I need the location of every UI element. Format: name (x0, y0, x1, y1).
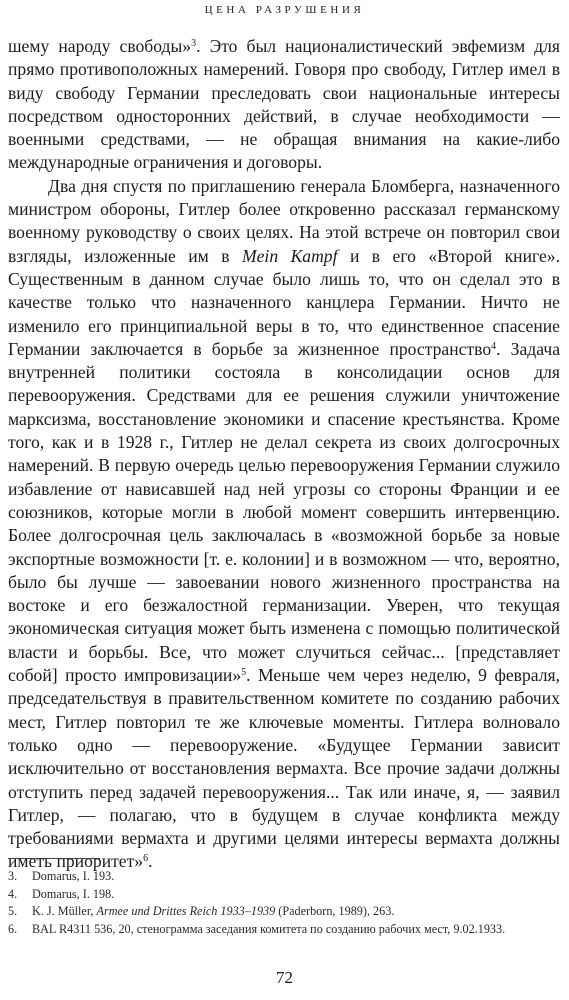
text-run: Два дня спустя по приглашению генерала Бломберга, назначенного министром обороны, Гитлер более откровенно рассказал германскому военному руководству о своих целях. На этой встрече он повторил свои взгляды, изложенные им в (8, 175, 560, 266)
text-run: . (148, 851, 153, 872)
text-run: . Это был националистический эвфемизм для прямо противоположных намерений. Говоря про свободу, Гитлер имел в виду свободу Германии преследовать свои национальные интересы посредством односторонних действий, в случае необходимости — военными средствами, — не обращая внимания на какие-либо международные ограничения и договоры. (8, 36, 560, 173)
footnote (8, 903, 560, 921)
body-text (8, 35, 560, 874)
footnote-number: 3. (8, 869, 18, 883)
text-run: K. J. Müller, (32, 904, 97, 919)
footnote-number: 4. (8, 886, 18, 901)
footnote-ref: 6 (143, 853, 149, 865)
page-number: 72 (276, 968, 293, 987)
text-run: (Paderborn, 1989), 263. (275, 904, 395, 919)
italic-title: Mein Kampf (241, 245, 338, 266)
footnotes (8, 868, 560, 938)
text-run: BAL R4311 536, 20, стенограмма заседания комитета по созданию рабочих мест, 9.02.1933. (32, 921, 506, 936)
italic-title: Armee und Drittes Reich 1933–1939 (96, 904, 276, 919)
footnote (8, 886, 560, 904)
footnote-number: 5. (8, 904, 18, 919)
paragraph (8, 175, 560, 874)
footnote-ref: 3 (191, 38, 197, 49)
footnote-number: 6. (8, 921, 18, 936)
text-run: Domarus, I. 193. (32, 869, 115, 883)
text-run: и в его «Второй книге». Существенным в данном случае было лишь то, что он сделал это в качестве только что назначенного канцлера Германии. Ничто не изменило его принципиальной веры в то, что единственное спасение Германии заключается в борьбе за жизненное пространство (8, 245, 560, 359)
running-head: ЦЕНА РАЗРУШЕНИЯ (204, 4, 365, 16)
footnote (8, 868, 560, 886)
text-run: шему народу свободы» (8, 36, 192, 56)
paragraph (8, 35, 560, 175)
footnote-divider (8, 858, 100, 859)
text-run: . Меньше чем через неделю, 9 февраля, председательствуя в правительственном комитете по созданию рабочих мест, Гитлер повторил те же ключевые моменты. Гитлера волновало только одно — перевооружение. «Будущее Германии зависит исключительно от восстановления вермахта. Все прочие задачи должны отступить перед задачей перевооружения... Так или иначе, я, — заявил Гитлер, — полагаю, что в будущем в случае конфликта между требованиями вермахта и другими целями интересы вермахта должны иметь приоритет» (8, 665, 560, 872)
text-run: Domarus, I. 198. (32, 886, 115, 901)
footnote-ref: 5 (241, 667, 247, 679)
text-run: . Задача внутренней политики состояла в консолидации основ для перевооружения. Средствами для ее решения служили уничтожение марксизма, восстановление экономики и спасение крестьянства. Кроме того, как и в 1928 г., Гитлер не делал секрета из своих долгосрочных намерений. В первую очередь целью перевооружения Германии служило избавление от нависавшей над ней угрозы со стороны Франции и ее союзников, которые могли в любой момент совершить интервенцию. Более долгосрочная цель заключалась в «возможной борьбе за новые экспортные возможности [т. е. колонии] и в возможном — что, вероятно, было бы лучше — завоевании нового жизненного пространства на востоке и его безжалостной германизации. Уверен, что текущая экономическая ситуация может быть изменена с помощью политической власти и борьбы. Все, что может случиться сейчас... [представляет собой] просто импровизации» (8, 338, 560, 686)
footnote (8, 921, 560, 939)
footnote-ref: 4 (491, 340, 497, 352)
